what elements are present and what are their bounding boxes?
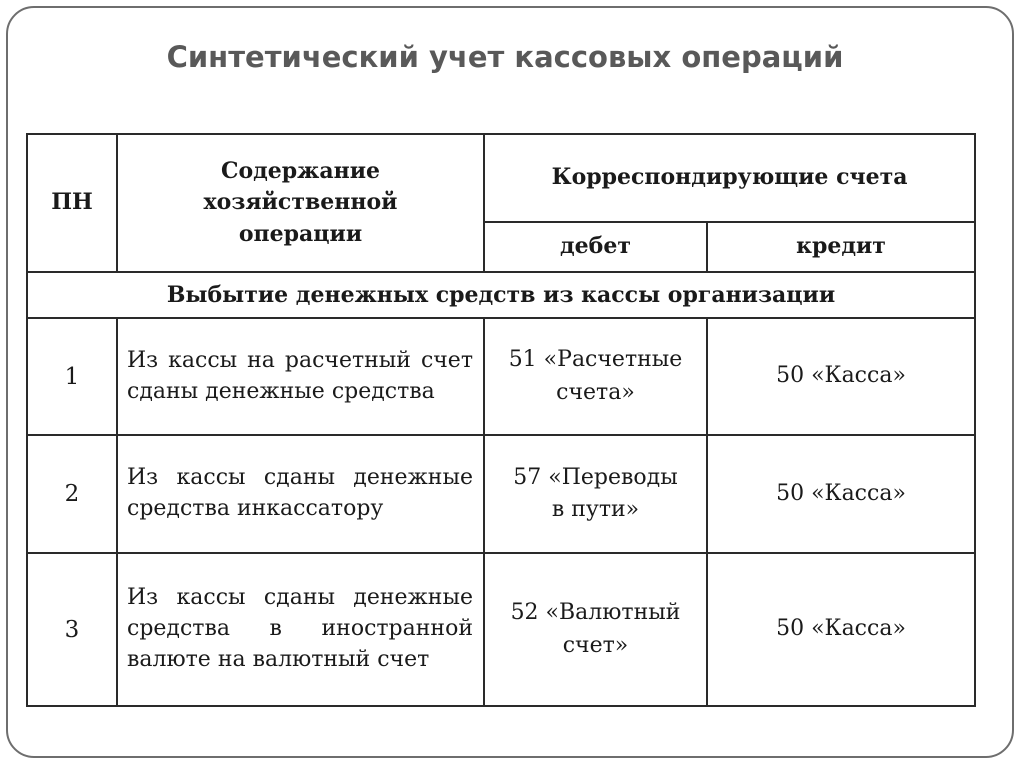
header-content <box>117 134 484 272</box>
table-row <box>27 318 975 435</box>
table-row <box>27 435 975 553</box>
row-debit-line: 52 «Валютный <box>510 600 681 626</box>
row-content: Из кассы сданы денежные средства в иностранной валюте на валютный счет <box>117 553 484 706</box>
slide-title: Синтетический учет кассовых операций <box>166 40 844 74</box>
row-credit: 50 «Касса» <box>707 318 975 435</box>
row-debit-line: счета» <box>556 379 635 405</box>
row-debit-line: 57 «Переводы <box>513 464 678 490</box>
section-heading: Выбытие денежных средств из кассы организации <box>27 272 975 318</box>
header-content-line: хозяйственной <box>203 189 398 216</box>
row-debit-line: в пути» <box>551 497 640 522</box>
header-content-line: операции <box>238 220 363 247</box>
row-content: Из кассы на расчетный счет сданы денежные средства <box>117 318 484 435</box>
header-credit: кредит <box>707 222 975 272</box>
row-debit <box>484 553 707 706</box>
table-row <box>27 553 975 706</box>
row-debit-line: счет» <box>562 632 629 658</box>
row-debit <box>484 435 707 553</box>
header-accounts: Корреспондирующие счета <box>484 134 975 222</box>
row-debit <box>484 318 707 435</box>
row-credit: 50 «Касса» <box>707 435 975 553</box>
header-debit: дебет <box>484 222 707 272</box>
row-credit: 50 «Касса» <box>707 553 975 706</box>
row-number: 1 <box>27 318 117 435</box>
header-pn: ПН <box>27 134 117 272</box>
header-content-line: Содержание <box>220 158 381 185</box>
operations-table <box>26 133 976 707</box>
row-number: 2 <box>27 435 117 553</box>
row-debit-line: 51 «Расчетные <box>508 347 683 373</box>
row-number: 3 <box>27 553 117 706</box>
row-content: Из кассы сданы денежные средства инкассатору <box>117 435 484 553</box>
